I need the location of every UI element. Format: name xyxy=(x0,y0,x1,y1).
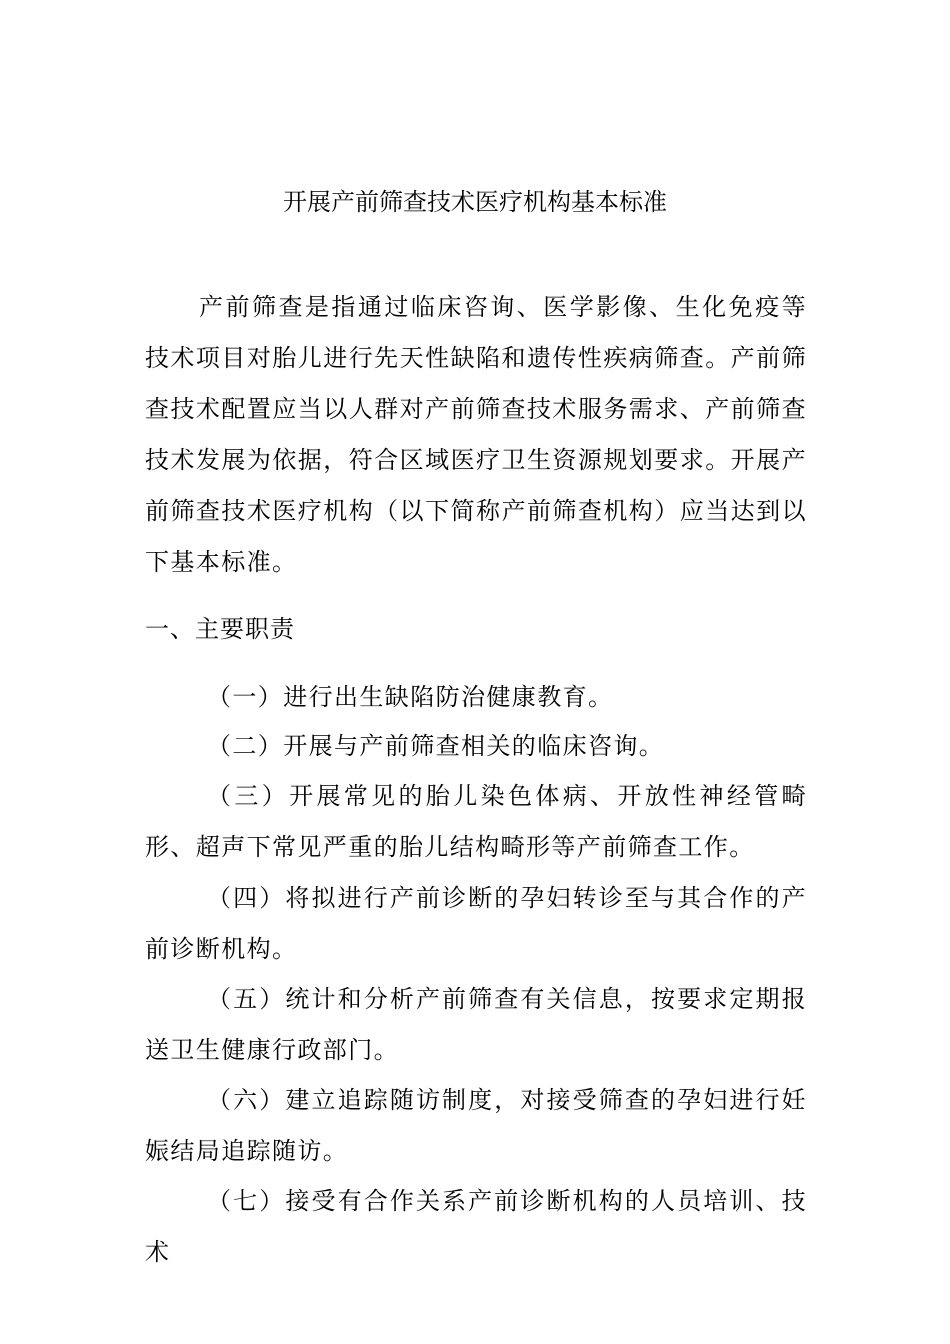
duty-item-6: （六）建立追踪随访制度，对接受筛查的孕妇进行妊娠结局追踪随访。 xyxy=(145,1086,807,1165)
duty-item-7: （七）接受有合作关系产前诊断机构的人员培训、技术 xyxy=(145,1187,807,1266)
duty-item-3: （三）开展常见的胎儿染色体病、开放性神经管畸形、超声下常见严重的胎儿结构畸形等产前筛查工作。 xyxy=(145,782,807,861)
duty-item-5: （五）统计和分析产前筛查有关信息，按要求定期报送卫生健康行政部门。 xyxy=(145,985,807,1064)
section-heading-main-duties: 一、主要职责 xyxy=(145,615,295,643)
duty-item-1: （一）进行出生缺陷防治健康教育。 xyxy=(207,683,614,711)
duty-item-4: （四）将拟进行产前诊断的孕妇转诊至与其合作的产前诊断机构。 xyxy=(145,884,807,963)
intro-paragraph: 产前筛查是指通过临床咨询、医学影像、生化免疫等技术项目对胎儿进行先天性缺陷和遗传性疾病筛查。产前筛查技术配置应当以人群对产前筛查技术服务需求、产前筛查技术发展为依据，符合区域医疗卫生资源规划要求。开展产前筛查技术医疗机构（以下简称产前筛查机构）应当达到以下基本标准。 xyxy=(145,293,807,576)
duty-item-2: （二）开展与产前筛查相关的临床咨询。 xyxy=(207,732,665,760)
document-title: 开展产前筛查技术医疗机构基本标准 xyxy=(283,188,667,216)
